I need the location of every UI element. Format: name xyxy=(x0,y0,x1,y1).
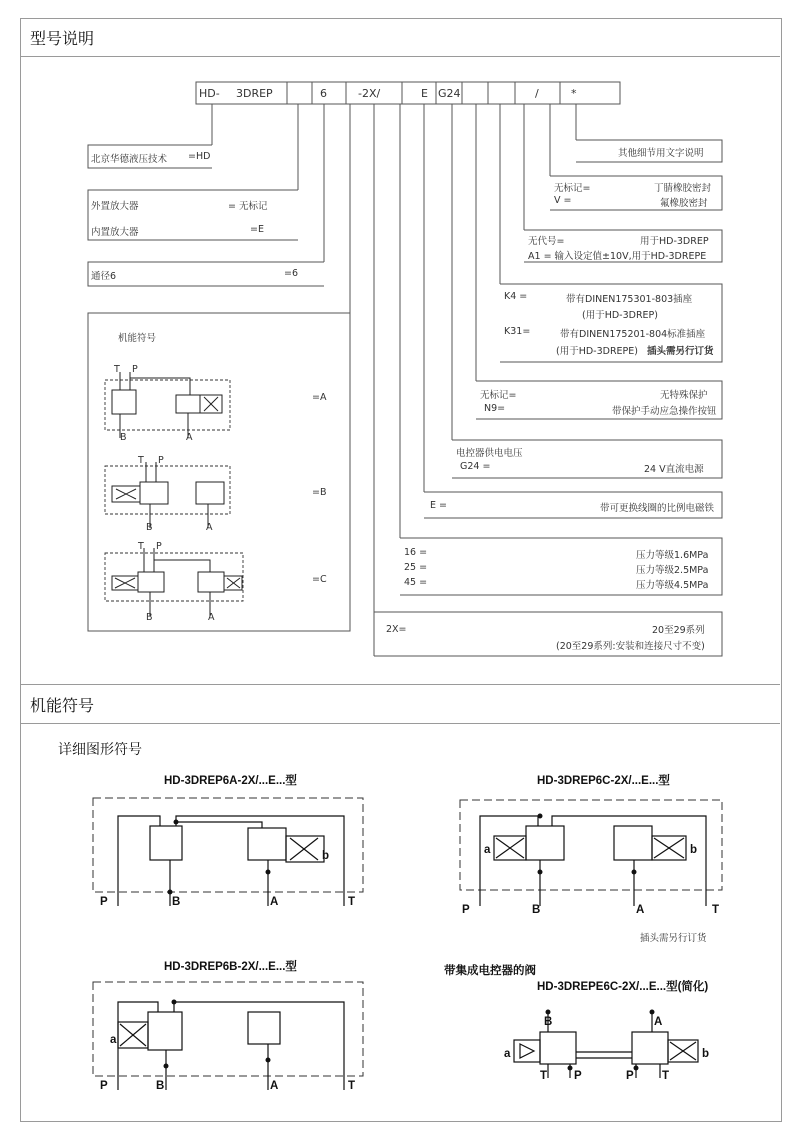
d4-aa: a xyxy=(504,1048,511,1060)
prot2-code: N9= xyxy=(484,403,506,414)
d1-b: B xyxy=(172,896,181,908)
code-star: * xyxy=(571,87,577,100)
sym-b-a: A xyxy=(206,522,213,533)
d1-p: P xyxy=(100,896,108,908)
sol-desc: 带可更换线圈的比例电磁铁 xyxy=(600,503,715,514)
volt-title: 电控器供电电压 xyxy=(456,448,523,459)
p25-code: 25 = xyxy=(404,562,428,573)
plug1-code: K4 = xyxy=(504,291,528,302)
plug2-order: 插头需另行订货 xyxy=(647,346,714,357)
section-title: 机能符号 xyxy=(30,696,95,715)
sym-a-p: P xyxy=(132,364,138,375)
plug2-desc: 带有DINEN175201-804标准插座 xyxy=(560,329,706,340)
p45-desc: 压力等级4.5MPa xyxy=(636,580,709,591)
sol-code: E = xyxy=(430,500,447,511)
plug2-code: K31= xyxy=(504,326,531,337)
prot2-desc: 带保护手动应急操作按钮 xyxy=(612,406,717,417)
code-g24: G24 xyxy=(438,87,461,100)
plug1-note: (用于HD-3DREP) xyxy=(582,310,658,321)
sym-a-a: A xyxy=(186,432,193,443)
code-size: 6 xyxy=(320,87,327,100)
d4-t2: T xyxy=(662,1070,670,1082)
d1-bb: b xyxy=(322,850,330,862)
prot1-code: 无标记= xyxy=(480,390,517,401)
plug1-desc: 带有DINEN175301-803插座 xyxy=(566,294,693,305)
d3-b: B xyxy=(156,1080,165,1092)
code1-desc: 用于HD-3DREP xyxy=(640,236,709,247)
d4-b: B xyxy=(544,1016,553,1028)
sym-b-t: T xyxy=(138,455,144,466)
size-label: 通径6 xyxy=(91,271,117,282)
d2-p: P xyxy=(462,904,470,916)
d2-t: T xyxy=(712,904,720,916)
sym-c-a: A xyxy=(208,612,215,623)
prot1-desc: 无特殊保护 xyxy=(660,390,708,401)
amp-int-label: 内置放大器 xyxy=(91,227,139,238)
code1-code: 无代号= xyxy=(528,236,565,247)
d3-t: T xyxy=(348,1080,356,1092)
d2-aa: a xyxy=(484,844,491,856)
code-3drep: 3DREP xyxy=(236,87,273,100)
sym-b-p: P xyxy=(158,455,164,466)
sym-b-b: B xyxy=(146,522,153,533)
d1-t: T xyxy=(348,896,356,908)
volt-code: G24 = xyxy=(460,461,491,472)
func-b: =B xyxy=(312,487,327,498)
p25-desc: 压力等级2.5MPa xyxy=(636,565,709,576)
code-slash: / xyxy=(535,87,539,100)
d4-bb: b xyxy=(702,1048,710,1060)
amp-int-value: =E xyxy=(250,224,264,235)
d4-a: A xyxy=(654,1016,663,1028)
series-note: (20至29系列:安装和连接尺寸不变) xyxy=(556,641,705,652)
d4-p2: P xyxy=(626,1070,634,1082)
d4-heading: 带集成电控器的阀 xyxy=(444,965,536,977)
d4-title: HD-3DREPE6C-2X/...E...型(简化) xyxy=(537,981,709,993)
sym-c-b: B xyxy=(146,612,153,623)
sym-a-t: T xyxy=(114,364,120,375)
func-a: =A xyxy=(312,392,327,403)
code-hd: HD- xyxy=(199,87,220,100)
code-e: E xyxy=(421,87,428,100)
p45-code: 45 = xyxy=(404,577,428,588)
sym-c-t: T xyxy=(138,541,144,552)
code2-code: A1 = 输入设定值±10V,用于HD-3DREPE xyxy=(528,251,707,262)
brand-value: =HD xyxy=(188,151,211,162)
seal2-code: V = xyxy=(554,195,572,206)
d4-p1: P xyxy=(574,1070,582,1082)
seal2-desc: 氟橡胶密封 xyxy=(660,198,708,209)
d4-t1: T xyxy=(540,1070,548,1082)
detail-title: 详细图形符号 xyxy=(58,742,142,758)
sym-a-b: B xyxy=(120,432,127,443)
volt-desc: 24 V直流电源 xyxy=(644,464,704,475)
plug2-note: (用于HD-3DREPE) xyxy=(556,346,638,357)
brand-label: 北京华德液压技术 xyxy=(91,154,168,165)
d3-aa: a xyxy=(110,1034,117,1046)
d2-title: HD-3DREP6C-2X/...E...型 xyxy=(537,775,670,787)
d3-a: A xyxy=(270,1080,279,1092)
func-title: 机能符号 xyxy=(118,333,157,344)
section-title: 型号说明 xyxy=(30,29,95,48)
series-desc: 20至29系列 xyxy=(652,625,705,636)
other-details: 其他细节用文字说明 xyxy=(618,148,704,159)
series-code: 2X= xyxy=(386,624,407,635)
d2-note: 插头需另行订货 xyxy=(640,933,707,944)
code-series: -2X/ xyxy=(358,87,381,100)
d2-a: A xyxy=(636,904,645,916)
func-c: =C xyxy=(312,574,327,585)
amp-ext-value: = 无标记 xyxy=(228,201,268,212)
p16-code: 16 = xyxy=(404,547,428,558)
d3-title: HD-3DREP6B-2X/...E...型 xyxy=(164,961,297,973)
size-value: =6 xyxy=(284,268,299,279)
amp-ext-label: 外置放大器 xyxy=(91,201,139,212)
p16-desc: 压力等级1.6MPa xyxy=(636,550,709,561)
seal1-desc: 丁腈橡胶密封 xyxy=(654,183,712,194)
d3-p: P xyxy=(100,1080,108,1092)
d2-b: B xyxy=(532,904,541,916)
d2-bb: b xyxy=(690,844,698,856)
d1-a: A xyxy=(270,896,279,908)
d1-title: HD-3DREP6A-2X/...E...型 xyxy=(164,775,297,787)
sym-c-p: P xyxy=(156,541,162,552)
seal1-code: 无标记= xyxy=(554,183,591,194)
